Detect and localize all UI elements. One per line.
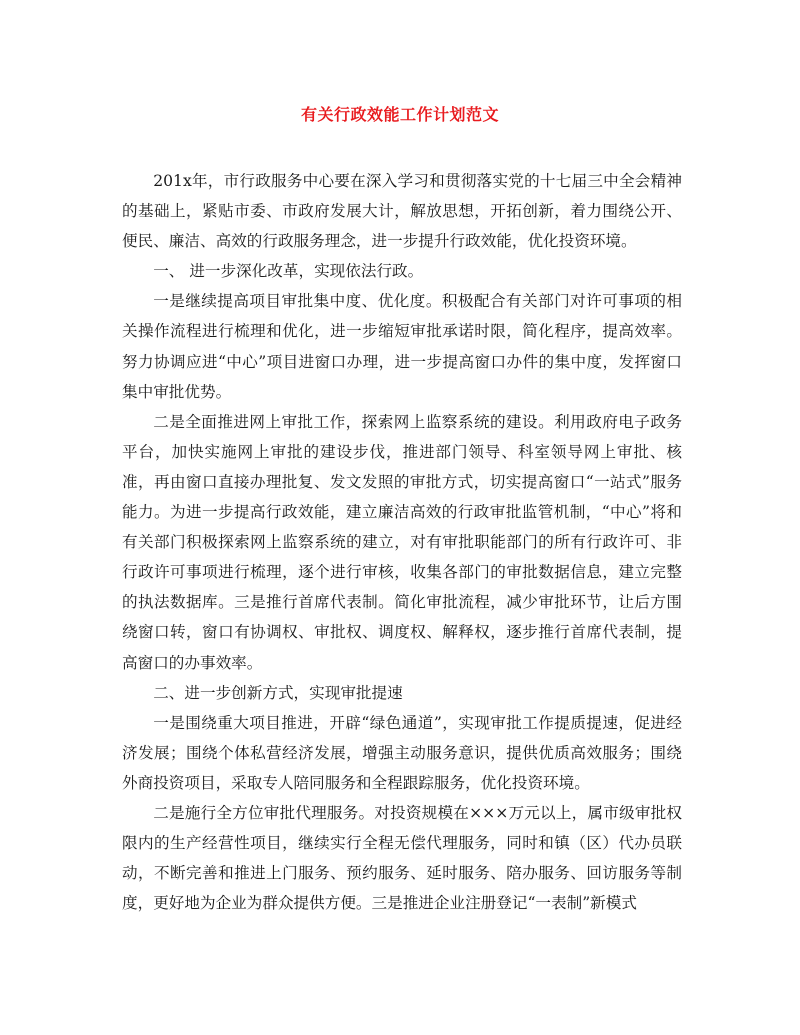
document-title: 有关行政效能工作计划范文 xyxy=(300,105,499,124)
paragraph-intro: 201x年，市行政服务中心要在深入学习和贯彻落实党的十七届三中全会精神的基础上，紧贴市委、市政府发展大计，解放思想，开拓创新，着力围绕公开、便民、廉洁、高效的行政服务理念，进一步提升行政效能，优化投资环境。 xyxy=(122,172,682,251)
section-heading-1: 一、 进一步深化改革，实现依法行政。 xyxy=(153,262,424,281)
paragraph-2-2: 二是施行全方位审批代理服务。对投资规模在×××万元以上，属市级审批权限内的生产经营性项目，继续实行全程无偿代理服务，同时和镇（区）代办员联动，不断完善和推进上门服务、预约服务、延时服务、陪办服务、回访服务等制度，更好地为企业为群众提供方便。三是推进企业注册登记“一表制”新模式 xyxy=(122,803,682,913)
paragraph-2-1: 一是围绕重大项目推进，开辟“绿色通道”，实现审批工作提质提速，促进经济发展；围绕个体私营经济发展，增强主动服务意识，提供优质高效服务；围绕外商投资项目，采取专人陪同服务和全程跟踪服务，优化投资环境。 xyxy=(122,713,682,792)
section-heading-2: 二、进一步创新方式，实现审批提速 xyxy=(153,683,403,702)
paragraph-1-1: 一是继续提高项目审批集中度、优化度。积极配合有关部门对许可事项的相关操作流程进行梳理和优化，进一步缩短审批承诺时限，简化程序，提高效率。努力协调应进“中心”项目进窗口办理，进一步提高窗口办件的集中度，发挥窗口集中审批优势。 xyxy=(122,292,682,401)
document-body xyxy=(122,166,682,918)
paragraph-1-2: 二是全面推进网上审批工作，探索网上监察系统的建设。利用政府电子政务平台，加快实施网上审批的建设步伐，推进部门领导、科室领导网上审批、核准，再由窗口直接办理批复、发文发照的审批方式，切实提高窗口“一站式”服务能力。为进一步提高行政效能，建立廉洁高效的行政审批监管机制，“中心”将和有关部门积极探索网上监察系统的建立，对有审批职能部门的所有行政许可、非行政许可事项进行梳理，逐个进行审核，收集各部门的审批数据信息，建立完整的执法数据库。三是推行首席代表制。简化审批流程，减少审批环节，让后方围绕窗口转，窗口有协调权、审批权、调度权、解释权，逐步推行首席代表制，提高窗口的办事效率。 xyxy=(122,412,682,672)
